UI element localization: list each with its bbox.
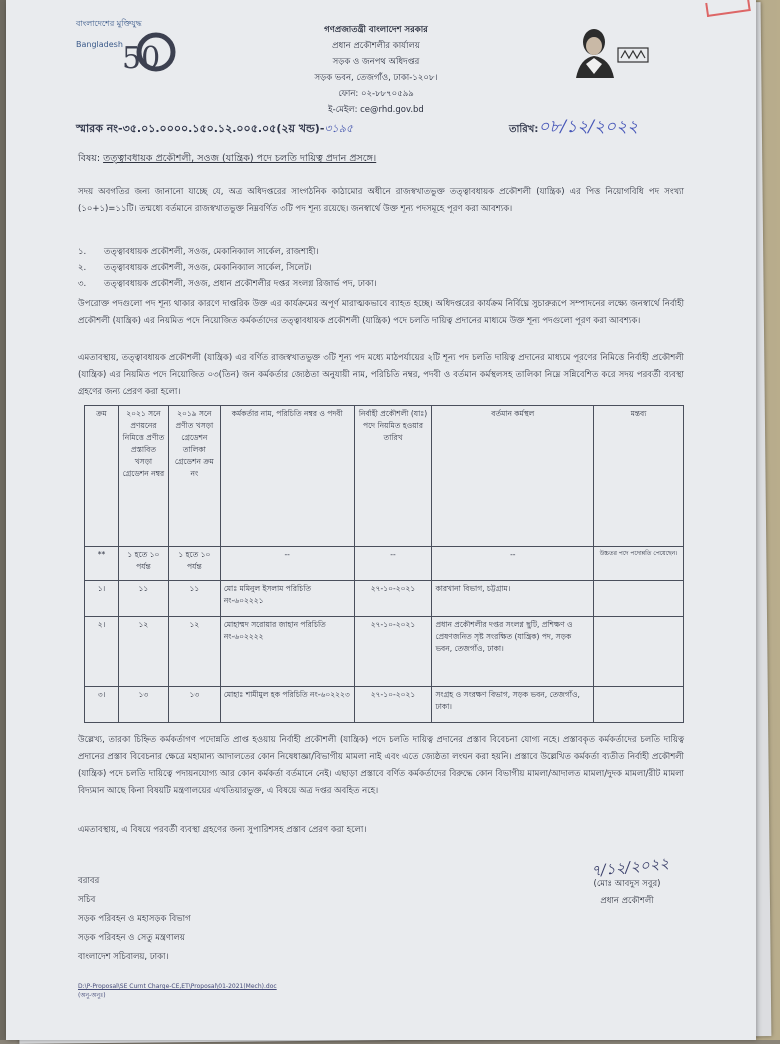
addressee-location: বাংলাদেশ সচিবালয়, ঢাকা। [78, 952, 169, 962]
letter-page [6, 0, 756, 1040]
letterhead-phone: ফোন: ০২-৮৮৭০৫৯৯ [338, 89, 414, 99]
letterhead [246, 22, 506, 118]
signature-block [572, 876, 682, 910]
table-header-remarks: মন্তব্য [594, 406, 684, 547]
table-header-officer: কর্মকর্তার নাম, পরিচিতি নম্বর ও পদবী [220, 406, 354, 547]
vacancy-item: ২. তত্ত্বাবধায়ক প্রকৌশলী, সওজ, মেকানিক্যাল সার্কেল, সিলেট। [78, 263, 312, 273]
paragraph-4: উল্লেখ্য, তারকা চিহ্নিত কর্মকর্তাগণ পদোন্নতি প্রাপ্ত হওয়ায় নির্বাহী প্রকৌশলী (যান্ত্রিক) পদে চলতি দায়িত্ব প্রদানের প্রস্তাব বিবেচনা যোগ্য নহে। প্রস্তাবকৃত কর্মকর্তাদের চলতি দায়িত্ব প্রদানের প্রস্তাব বিবেচনার ক্ষেত্রে মহামান্য আদালতের কোন নিষেধাজ্ঞা/বিভাগীয় মামলা নাই এবং এতে জ্যেষ্ঠতা লংঘন করা হয়নি। প্রস্তাবে উল্লেখিত কর্মকর্তা ব্যতীত নির্বাহী প্রকৌশলী (যান্ত্রিক) পদে চলতি দায়িত্বে পদায়নযোগ্য আর কোন কর্মকর্তা বর্তমানে নেই। এছাড়া প্রস্তাবে বর্ণিত কর্মকর্তাদের বিরুদ্ধে কোন বিভাগীয় মামলা/আদালত মামলা/দুদক মামলা/রীট মামলা বিদ্যমান আছে কিনা বিষয়টি মন্ত্রণালয়ের এখতিয়ারভুক্ত, এ বিষয়ে অত্র দপ্তর অবহিত নহে। [78, 735, 684, 796]
signatory-name: (মোঃ আবদুস সবুর) [593, 879, 661, 889]
paragraph-2: উপরোক্ত পদগুলো পদ শূন্য থাকার কারণে দাপ্তরিক উক্ত এর কার্যক্রমের অপূর্ণ মারাত্মকভাবে ব্যাহত হচ্ছে। অধিদপ্তরের কার্যক্রম নির্বিঘ্নে সুচারুরূপে সম্পাদনের লক্ষ্যে জনস্বার্থে নির্বাহী প্রকৌশলী (যান্ত্রিক) এর নিয়মিত পদে নিয়োজিত কর্মকর্তাদের তত্ত্বাবধায়ক প্রকৌশলী (যান্ত্রিক) পদে চলতি দায়িত্ব প্রদানের মাধ্যমে উক্ত শূন্য পদগুলো পূরণ করা আবশ্যক। [78, 299, 684, 326]
table-row: ১। ১১ ১১ মোঃ মমিনুল ইসলাম পরিচিতি নং-৬০২২২১ ২৭-১০-২০২১ কারখানা বিভাগ, চট্টগ্রাম। [85, 581, 684, 617]
mujib-50-logo [72, 16, 182, 80]
signature-handwritten: ৭/১২/২০২২ [590, 853, 670, 881]
logo-text-top: বাংলাদেশের মুক্তিযুদ্ধ [76, 19, 142, 28]
memo-date [509, 114, 638, 142]
paragraph-1: সদয় অবগতির জন্য জানানো যাচ্ছে যে, অত্র অধিদপ্তরের সাংগঠনিক কাঠামোর অধীনে রাজস্বখাতভুক্ত তত্ত্বাবধায়ক প্রকৌশলী (যান্ত্রিক) এর পিত্ত নিয়োগবিধি পদ সংখ্যা (১০+১)=১১টি। তন্মধ্যে বর্তমানে রাজস্বখাতভুক্ত নিম্নবর্ণিত ৩টি পদ শূন্য রয়েছে। জনস্বার্থে উক্ত শূন্য পদসমূহে পূরণ করা আবশ্যক। [78, 187, 684, 214]
memo-reference-handwritten: ৩১৯৫ [324, 122, 353, 135]
subject-line [78, 152, 376, 167]
table-row: ২। ১২ ১২ মোহাম্মদ সরোয়ার জাহান পরিচিতি নং-৬০২২২২ ২৭-১০-২০২১ প্রধান প্রকৌশলীর দপ্তর সংলগ্ন ছুটি, প্রশিক্ষণ ও প্রেষণজনিত সৃষ্ট সংরক্ষিত (যান্ত্রিক) পদ, সড়ক ভবন, তেজগাঁও, ঢাকা। [85, 617, 684, 687]
letterhead-office: প্রধান প্রকৌশলীর কার্যালয় [332, 41, 420, 51]
subject-text: তত্ত্বাবধায়ক প্রকৌশলী, সওজ (যান্ত্রিক) পদে চলতি দায়িত্ব প্রদান প্রসঙ্গে। [103, 153, 377, 164]
table-header-regular-date: নির্বাহী প্রকৌশলী (যাঃ) পদে নিয়মিত হওয়ার তারিখ [354, 406, 432, 547]
logo-50-icon [116, 22, 178, 80]
date-handwritten: ০৮/১২/২০২২ [538, 117, 639, 137]
table-row: ** ১ হতে ১০ পর্যন্ত ১ হতে ১০ পর্যন্ত -- -- -- উচ্চতর পদে পদোন্নতি পেয়েছেন। [85, 547, 684, 581]
subject-label: বিষয়: [78, 153, 101, 164]
table-header-grade-2021: ২০২১ সনে প্রণয়নের নিমিত্তে প্রণীত প্রস্তাবিত খসড়া গ্রেডেশন নম্বর [118, 406, 168, 547]
letterhead-department: সড়ক ও জনপথ অধিদপ্তর [332, 57, 420, 67]
table-header-serial: ক্রম [85, 406, 119, 547]
addressee-block [78, 872, 191, 967]
portrait-emblem-icon [572, 24, 654, 80]
vacancy-list [78, 244, 377, 292]
table-header-workplace: বর্তমান কর্মস্থল [432, 406, 594, 547]
addressee-to: বরাবর [78, 876, 100, 886]
letterhead-government: গণপ্রজাতন্ত্রী বাংলাদেশ সরকার [324, 25, 428, 35]
addressee-ministry: সড়ক পরিবহন ও সেতু মন্ত্রণালয় [78, 933, 185, 943]
table-row: ৩। ১৩ ১৩ মোহাঃ শামীমুল হক পরিচিতি নং-৬০২২২৩ ২৭-১০-২০২১ সংগ্রহ ও সংরক্ষণ বিভাগ, সড়ক ভবন, তেজগাঁও, ঢাকা। [85, 687, 684, 723]
signatory-title: প্রধান প্রকৌশলী [600, 896, 654, 906]
addressee-division: সড়ক পরিবহন ও মহাসড়ক বিভাগ [78, 914, 191, 924]
memo-reference [76, 120, 353, 139]
paragraph-3: এমতাবস্থায়, তত্ত্বাবধায়ক প্রকৌশলী (যান্ত্রিক) এর বর্ণিত রাজস্বখাতভুক্ত ৩টি শূন্য পদ মধ্যে মাঠপর্যায়ের ২টি শূন্য পদ চলতি দায়িত্ব প্রদানের মাধ্যমে পূরণের নিমিত্তে নির্বাহী প্রকৌশলী (যান্ত্রিক) এর নিয়মিত পদে নিয়োজিত ০৩(তিন) জন কর্মকর্তার জ্যেষ্ঠতা অনুযায়ী নাম, পরিচিতি নম্বর, পদবী ও বর্তমান কর্মস্থলসহ তালিকা নিম্নে সন্নিবেশিত করে সদয় পরবর্তী ব্যবস্থা গ্রহণের জন্য প্রেরণ করা হলো। [78, 353, 684, 397]
footer-note: (অনু-অনুঃ) [78, 992, 106, 999]
letterhead-email: ই-মেইল: ce@rhd.gov.bd [328, 105, 424, 115]
file-path: D:\P-Proposal\SE Curnt Charge-CE,ET\Proposal\01-2021(Mech).doc [78, 983, 277, 990]
table-header-grade-2019: ২০১৯ সনে প্রণীত খসড়া গ্রেডেশন তালিকা গ্রেডেশন ক্রম নং [168, 406, 220, 547]
paragraph-5: এমতাবস্থায়, এ বিষয়ে পরবর্তী ব্যবস্থা গ্রহণের জন্য সুপারিশসহ প্রস্তাব প্রেরণ করা হলো। [78, 825, 367, 835]
logo-number: 50 [122, 41, 161, 76]
addressee-title: সচিব [78, 895, 96, 905]
logo-text-bottom: Bangladesh [76, 40, 123, 49]
file-footer [78, 982, 277, 1000]
letterhead-address: সড়ক ভবন, তেজগাঁও, ঢাকা-১২০৮। [314, 73, 438, 83]
officer-table [84, 405, 684, 723]
memo-reference-label: স্মারক নং-৩৫.০১.০০০০.১৫০.১২.০০৫.০৫(২য় খন্ড)- [76, 122, 325, 135]
vacancy-item: ৩. তত্ত্বাবধায়ক প্রকৌশলী, সওজ, প্রধান প্রকৌশলীর দপ্তর সংলগ্ন রিজার্ভ পদ, ঢাকা। [78, 279, 377, 289]
table-header-row [85, 406, 684, 547]
vacancy-item: ১. তত্ত্বাবধায়ক প্রকৌশলী, সওজ, মেকানিক্যাল সার্কেল, রাজশাহী। [78, 247, 319, 257]
pink-mark [705, 0, 751, 17]
date-label: তারিখ: [509, 124, 539, 135]
